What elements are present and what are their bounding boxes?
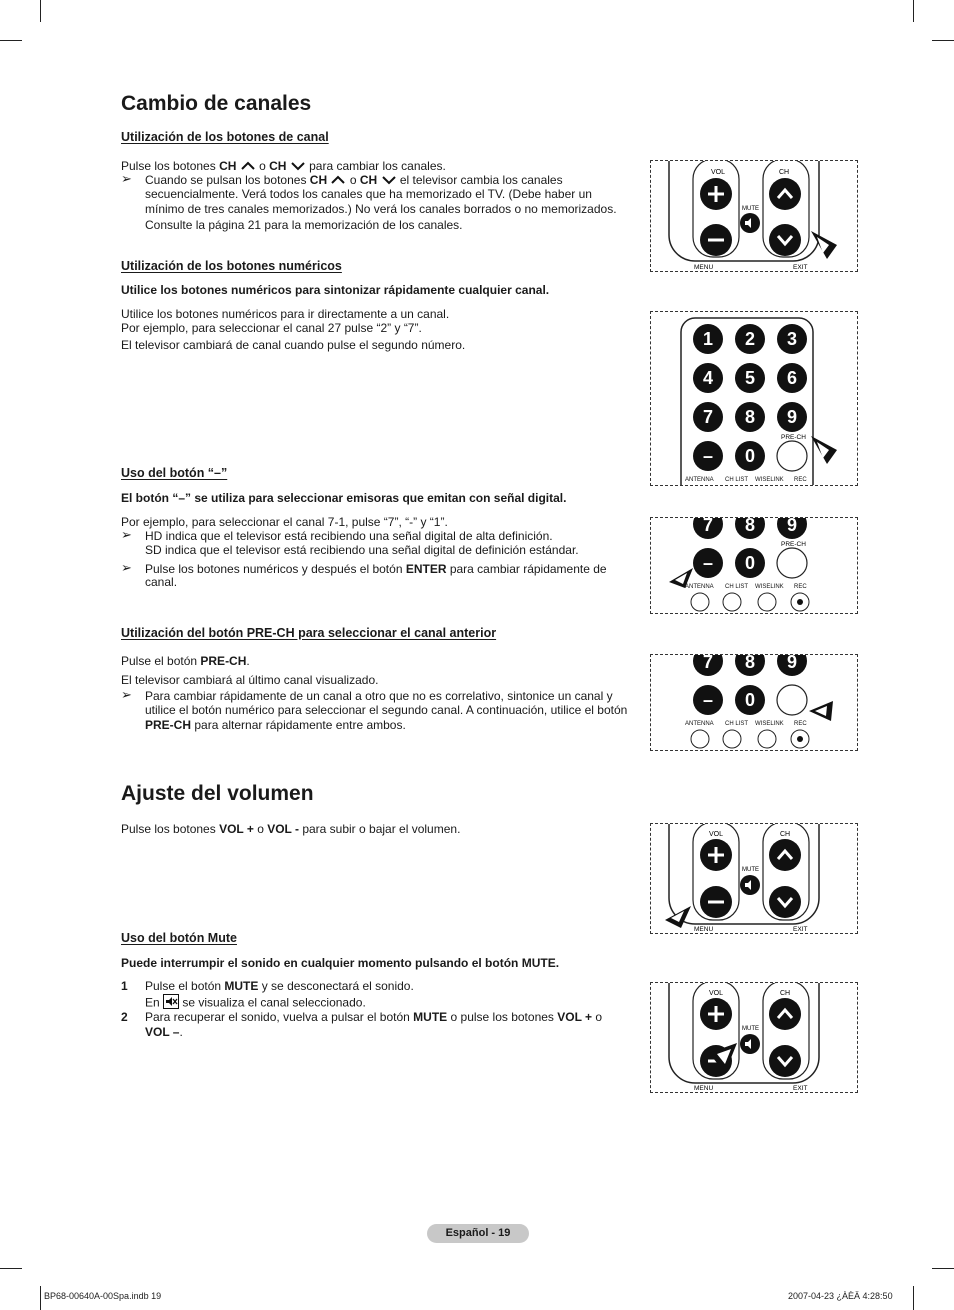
remote-panel-volume	[650, 823, 858, 934]
bold-line-mute: Puede interrumpir el sonido en cualquier momento pulsando el botón MUTE.	[121, 956, 560, 970]
ch-label: CH	[779, 169, 790, 176]
crop-mark	[913, 1286, 914, 1310]
note-hd-line: HD indica que el televisor está recibiendo una señal digital de alta definición.	[145, 529, 553, 543]
key-8: 8	[744, 655, 756, 672]
section-title-cambio-canales: Cambio de canales	[121, 92, 312, 115]
note-canal-line-1: Cuando se pulsan los botones CH o CH el televisor cambia los canales	[145, 173, 563, 187]
key-dash: –	[702, 553, 714, 573]
mute-label: MUTE	[742, 867, 759, 873]
prech-label: PRE-CH	[781, 434, 806, 441]
key-0: 0	[744, 553, 756, 573]
key-7: 7	[702, 655, 714, 672]
note-canal-line-3: mínimo de tres canales memorizados.) No verá los canales borrados o no memorizados.	[145, 202, 617, 216]
numericos-line-1: Utilice los botones numéricos para ir directamente a un canal.	[121, 307, 450, 321]
prech-line-1: Pulse el botón PRE-CH.	[121, 654, 250, 668]
menu-label: MENU	[694, 1085, 714, 1092]
crop-mark	[40, 0, 41, 22]
page-number-badge: Español - 19	[427, 1224, 529, 1243]
antenna-label: ANTENNA	[685, 584, 714, 590]
subheading-mute: Uso del botón Mute	[121, 931, 237, 945]
bold-line-numericos: Utilice los botones numéricos para sintonizar rápidamente cualquier canal.	[121, 283, 550, 297]
paragraph-intro-canal: Pulse los botones CH o CH para cambiar los canales.	[121, 159, 446, 173]
chevron-down-icon	[290, 160, 306, 175]
numericos-line-2: Por ejemplo, para seleccionar el canal 27 pulse “2” y “7”.	[121, 321, 422, 335]
prech-label: PRE-CH	[781, 541, 806, 548]
vol-label: VOL	[711, 169, 726, 176]
step-2-number: 2	[121, 1010, 128, 1024]
note-enter-line-1: Pulse los botones numéricos y después el botón ENTER para cambiar rápidamente de	[145, 562, 607, 576]
prech-note-line-2: utilice el botón numérico para seleccionar el segundo canal. A continuación, utilice el botón	[145, 703, 628, 717]
menu-label: MENU	[694, 926, 714, 933]
wiselink-label: WISELINK	[755, 477, 784, 483]
chevron-up-icon	[330, 174, 346, 189]
note-arrow-icon: ➢	[121, 527, 132, 542]
key-4: 4	[702, 368, 714, 388]
bold-line-guion: El botón “–” se utiliza para seleccionar emisoras que emitan con señal digital.	[121, 491, 567, 505]
key-0: 0	[744, 446, 756, 466]
key-9: 9	[786, 518, 798, 535]
remote-panel-prech	[650, 654, 858, 751]
key-8: 8	[744, 407, 756, 427]
key-6: 6	[786, 368, 798, 388]
remote-panel-keypad	[650, 311, 858, 486]
remote-illustration	[651, 824, 857, 933]
rec-label: REC	[794, 721, 807, 727]
remote-illustration	[651, 161, 857, 271]
note-canal-line-4: Consulte la página 21 para la memorización de los canales.	[145, 218, 463, 232]
chlist-label: CH LIST	[725, 584, 749, 590]
crop-mark	[913, 0, 914, 22]
note-arrow-icon: ➢	[121, 171, 132, 186]
crop-mark	[0, 40, 22, 41]
remote-illustration	[651, 312, 857, 485]
key-3: 3	[786, 329, 798, 349]
note-sd-line: SD indica que el televisor está recibiendo una señal digital de definición estándar.	[145, 543, 579, 557]
prech-note-line-3: PRE-CH para alternar rápidamente entre ambos.	[145, 718, 406, 732]
remote-panel-mute	[650, 982, 858, 1093]
chevron-down-icon	[381, 174, 397, 189]
crop-mark	[932, 1268, 954, 1269]
key-dash: –	[702, 690, 714, 710]
section-title-ajuste-volumen: Ajuste del volumen	[121, 782, 314, 805]
note-enter-line-2: canal.	[145, 575, 178, 589]
vol-label: VOL	[709, 990, 724, 997]
numericos-line-3: El televisor cambiará de canal cuando pulse el segundo número.	[121, 338, 466, 352]
ch-label: CH	[780, 831, 791, 838]
key-5: 5	[744, 368, 756, 388]
key-dash: –	[702, 446, 714, 466]
antenna-label: ANTENNA	[685, 477, 714, 483]
example-guion: Por ejemplo, para seleccionar el canal 7-1, pulse “7”, “-” y “1”.	[121, 515, 448, 529]
remote-illustration	[651, 655, 857, 750]
crop-mark	[932, 40, 954, 41]
remote-illustration	[651, 983, 857, 1092]
prech-line-2: El televisor cambiará al último canal visualizado.	[121, 673, 379, 687]
exit-label: EXIT	[793, 264, 808, 271]
antenna-label: ANTENNA	[685, 721, 714, 727]
remote-panel-channel	[650, 160, 858, 272]
key-8: 8	[744, 518, 756, 535]
note-arrow-icon: ➢	[121, 560, 132, 575]
rec-label: REC	[794, 584, 807, 590]
subheading-prech: Utilización del botón PRE-CH para seleccionar el canal anterior	[121, 626, 497, 640]
wiselink-label: WISELINK	[755, 721, 784, 727]
crop-mark	[40, 1286, 41, 1310]
note-arrow-icon: ➢	[121, 687, 132, 702]
chlist-label: CH LIST	[725, 477, 749, 483]
step-2-line-2: VOL –.	[145, 1025, 183, 1039]
vol-label: VOL	[709, 831, 724, 838]
step-1-number: 1	[121, 979, 128, 993]
step-1-line-2: En se visualiza el canal seleccionado.	[145, 994, 366, 1013]
subheading-boton-guion: Uso del botón “–”	[121, 466, 228, 480]
footer-timestamp: 2007-04-23 ¿ÀÈÄ 4:28:50	[788, 1291, 893, 1301]
subheading-botones-numericos: Utilización de los botones numéricos	[121, 259, 342, 273]
remote-panel-dash	[650, 517, 858, 614]
crop-mark	[0, 1268, 22, 1269]
key-2: 2	[744, 329, 756, 349]
remote-illustration	[651, 518, 857, 613]
key-1: 1	[702, 329, 714, 349]
mute-label: MUTE	[742, 1026, 759, 1032]
prech-note-line-1: Para cambiar rápidamente de un canal a otro que no es correlativo, sintonice un canal y	[145, 689, 613, 703]
step-2-line-1: Para recuperar el sonido, vuelva a pulsar el botón MUTE o pulse los botones VOL + o	[145, 1010, 603, 1024]
menu-label: MENU	[694, 264, 714, 271]
exit-label: EXIT	[793, 1085, 808, 1092]
key-9: 9	[786, 655, 798, 672]
key-9: 9	[786, 407, 798, 427]
step-1-line-1: Pulse el botón MUTE y se desconectará el sonido.	[145, 979, 414, 993]
chlist-label: CH LIST	[725, 721, 749, 727]
note-canal-line-2: secuencialmente. Verá todos los canales que ha memorizado el TV. (Debe haber un	[145, 187, 592, 201]
ch-label: CH	[780, 990, 791, 997]
key-0: 0	[744, 690, 756, 710]
key-7: 7	[702, 407, 714, 427]
chevron-up-icon	[240, 160, 256, 175]
footer-file: BP68-00640A-00Spa.indb 19	[44, 1291, 162, 1301]
subheading-botones-canal: Utilización de los botones de canal	[121, 130, 329, 144]
wiselink-label: WISELINK	[755, 584, 784, 590]
key-7: 7	[702, 518, 714, 535]
mute-label: MUTE	[742, 206, 759, 212]
exit-label: EXIT	[793, 926, 808, 933]
rec-label: REC	[794, 477, 807, 483]
volume-intro: Pulse los botones VOL + o VOL - para subir o bajar el volumen.	[121, 822, 461, 836]
